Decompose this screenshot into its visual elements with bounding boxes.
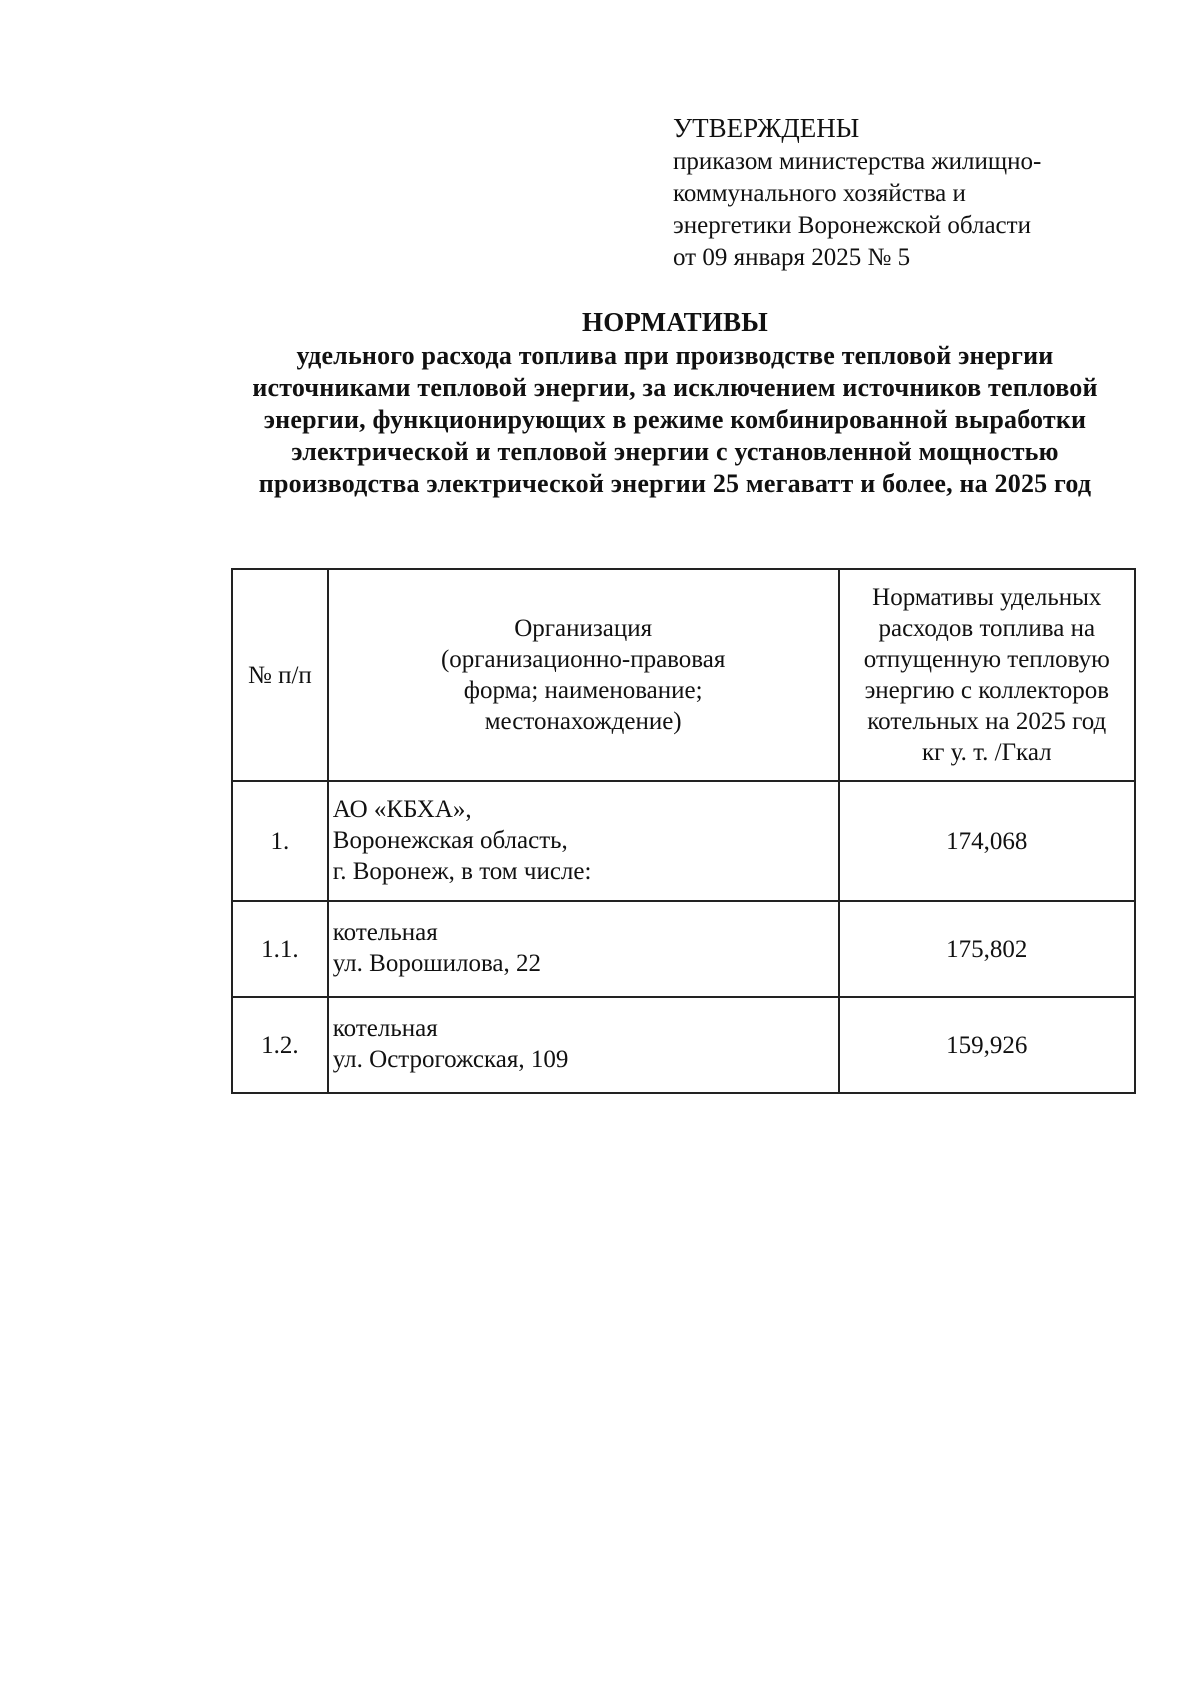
header-organization	[328, 569, 839, 781]
header-norm-line: расходов топлива на	[878, 615, 1096, 642]
document-subtitle-line: производства электрической энергии 25 мегаватт и более, на 2025 год	[258, 469, 1092, 498]
table-row	[232, 781, 1135, 901]
header-organization-line: местонахождение)	[484, 708, 682, 735]
header-organization-line: Организация	[514, 615, 653, 642]
row-organization	[328, 901, 839, 997]
norms-table	[231, 568, 1136, 1094]
approval-line: коммунального хозяйства и	[673, 180, 966, 207]
row-number: 1.	[232, 781, 328, 901]
document-subtitle-line: энергии, функционирующих в режиме комбинированной выработки	[263, 405, 1087, 434]
approval-date-line: от 09 января 2025 № 5	[673, 244, 911, 271]
document-subtitle-line: удельного расхода топлива при производстве тепловой энергии	[296, 341, 1054, 370]
row-number: 1.1.	[232, 901, 328, 997]
org-line: Воронежская область,	[332, 826, 568, 854]
org-line: котельная	[332, 919, 438, 946]
header-norm-line: котельных на 2025 год	[867, 708, 1107, 735]
document-subtitle-line: источниками тепловой энергии, за исключением источников тепловой	[252, 373, 1098, 402]
header-norm-line: Нормативы удельных	[872, 584, 1102, 611]
header-organization-line: (организационно-правовая	[440, 646, 726, 673]
org-line: ул. Острогожская, 109	[332, 1046, 569, 1073]
document-subtitle-line: электрической и тепловой энергии с установленной мощностью	[291, 437, 1059, 466]
header-number: № п/п	[232, 569, 328, 781]
row-value: 174,068	[839, 781, 1135, 901]
row-number: 1.2.	[232, 997, 328, 1093]
org-line: г. Воронеж, в том числе:	[332, 857, 592, 885]
table-row	[232, 997, 1135, 1093]
table-row	[232, 901, 1135, 997]
approval-title: УТВЕРЖДЕНЫ	[673, 113, 860, 143]
header-norm-unit: кг у. т. /Гкал	[921, 739, 1052, 766]
header-norm-line: отпущенную тепловую	[863, 646, 1110, 673]
approval-block	[673, 112, 1041, 274]
document-title-block	[180, 306, 1170, 500]
row-value: 175,802	[839, 901, 1135, 997]
header-norm	[839, 569, 1135, 781]
org-line: ул. Ворошилова, 22	[332, 950, 542, 977]
approval-line: энергетики Воронежской области	[673, 212, 1031, 239]
header-organization-line: форма; наименование;	[463, 677, 703, 704]
document-heading: НОРМАТИВЫ	[582, 307, 768, 337]
approval-line: приказом министерства жилищно-	[673, 148, 1042, 175]
row-value: 159,926	[839, 997, 1135, 1093]
row-organization	[328, 781, 839, 901]
header-norm-line: энергию с коллекторов	[864, 677, 1109, 704]
org-line: котельная	[332, 1015, 438, 1042]
org-line: АО «КБХА»,	[332, 795, 472, 823]
table-header-row	[232, 569, 1135, 781]
row-organization	[328, 997, 839, 1093]
